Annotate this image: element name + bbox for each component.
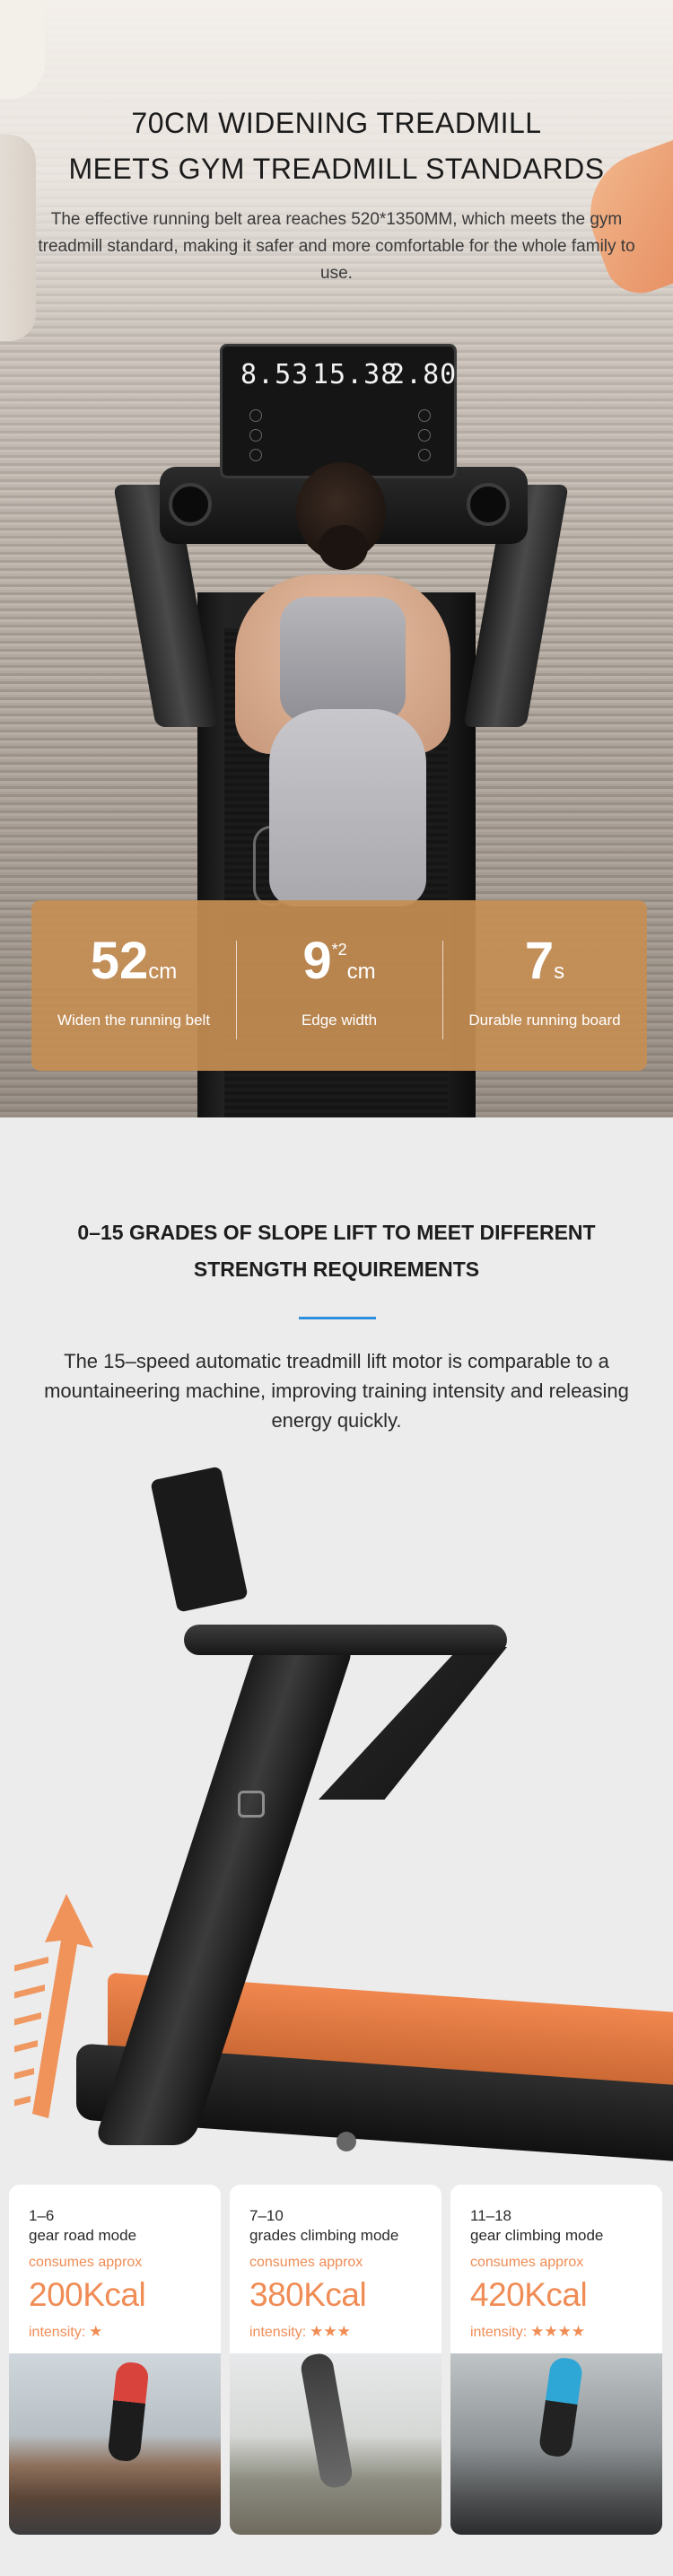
console-speed: 8.53 <box>240 359 310 390</box>
stat-label: Edge width <box>301 1012 378 1029</box>
intensity-label: intensity: <box>470 2325 528 2340</box>
treadmill-console <box>220 344 457 478</box>
star-icon: ★★★ <box>310 2323 351 2340</box>
mode-name: gear climbing mode <box>470 2227 604 2244</box>
hero-title-line-2: MEETS GYM TREADMILL STANDARDS <box>68 153 605 185</box>
runner-figure <box>299 2352 354 2490</box>
stat-belt-width <box>31 900 236 1071</box>
mode-range: 7–10 <box>249 2207 284 2224</box>
cup-holder-left <box>169 483 212 526</box>
stat-label: Durable running board <box>468 1012 621 1029</box>
kcal-value: 380Kcal <box>249 2276 367 2313</box>
treadmill-handlebar <box>184 1625 507 1655</box>
stat-superscript: *2 <box>331 941 347 959</box>
cup-holder-right <box>467 483 510 526</box>
stat-value: 9 <box>302 932 332 990</box>
stat-value: 52 <box>90 932 149 990</box>
mode-card-grade-climb <box>230 2185 441 2535</box>
hero-title <box>0 101 673 192</box>
trail-runner-photo <box>230 2353 441 2535</box>
runner-sports-top <box>280 597 406 723</box>
slope-description: The 15–speed automatic treadmill lift motor is comparable to a mountaineering machine, improving training intensity and releasing energy quickly. <box>44 1350 629 1432</box>
transport-wheel <box>336 2132 356 2151</box>
mode-card-road <box>9 2185 221 2535</box>
mode-name: gear road mode <box>29 2227 137 2244</box>
mode-card-gear-climb <box>450 2185 662 2535</box>
console-button <box>249 429 262 442</box>
console-button <box>249 409 262 422</box>
star-icon: ★★★★ <box>530 2323 586 2340</box>
stat-value: 7 <box>524 932 555 990</box>
mode-range: 11–18 <box>470 2207 512 2224</box>
sofa-cushion <box>0 0 45 99</box>
kcal-value: 200Kcal <box>29 2276 146 2313</box>
stat-edge-width <box>237 900 441 1071</box>
hero-description: The effective running belt area reaches 520*1350MM, which meets the gym treadmill standard, making it safer and more comfortable for the whole family to use. <box>38 210 635 283</box>
console-button <box>249 449 262 461</box>
stat-running-board <box>442 900 647 1071</box>
stats-bar <box>31 900 647 1071</box>
kcal-value: 420Kcal <box>470 2276 588 2313</box>
stat-unit: cm <box>148 959 178 984</box>
mountain-runner-photo <box>450 2353 662 2535</box>
slope-title-line-2: STRENGTH REQUIREMENTS <box>193 1257 480 1281</box>
star-icon: ★ <box>89 2323 103 2340</box>
console-button <box>418 449 431 461</box>
console-button <box>418 409 431 422</box>
slope-title <box>0 1214 673 1288</box>
mode-name: grades climbing mode <box>249 2227 399 2244</box>
consumes-label: consumes approx <box>249 2255 363 2270</box>
stat-label: Widen the running belt <box>57 1012 211 1029</box>
title-divider <box>299 1317 376 1319</box>
stat-unit: cm <box>346 959 376 984</box>
stat-unit: s <box>554 959 565 984</box>
hero-title-line-1: 70CM WIDENING TREADMILL <box>131 107 542 139</box>
runner-figure <box>538 2356 584 2458</box>
consumes-label: consumes approx <box>29 2255 143 2270</box>
road-runner-photo <box>9 2353 221 2535</box>
hero-section <box>0 0 673 1117</box>
console-distance: 15.38 <box>312 359 398 390</box>
slope-title-line-1: 0–15 GRADES OF SLOPE LIFT TO MEET DIFFERENT <box>77 1221 596 1244</box>
consumes-label: consumes approx <box>470 2255 584 2270</box>
intensity-label: intensity: <box>249 2325 307 2340</box>
intensity-label: intensity: <box>29 2325 86 2340</box>
runner-hair-bun <box>319 525 368 570</box>
brand-logo-icon <box>238 1791 265 1818</box>
console-time: 2.80 <box>389 359 458 390</box>
mode-range: 1–6 <box>29 2207 55 2224</box>
runner-legs <box>269 709 426 907</box>
console-button <box>418 429 431 442</box>
runner-figure <box>107 2361 149 2462</box>
